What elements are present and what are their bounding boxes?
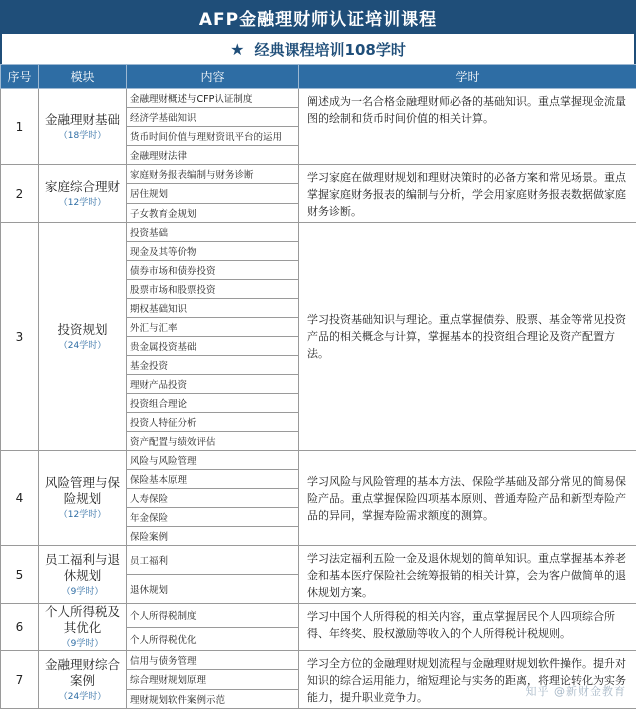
module-cell bbox=[39, 451, 127, 546]
table-row bbox=[1, 651, 636, 670]
hours-description: 学习全方位的金融理财规划流程与金融理财规划软件操作。提升对知识的综合运用能力，缩短理论与实务的距离，将理论转化为实务能力，提升职业竞争力。 bbox=[299, 651, 636, 709]
content-item: 人寿保险 bbox=[127, 489, 299, 508]
header-module: 模块 bbox=[39, 65, 127, 89]
header-hours: 学时 bbox=[299, 65, 636, 89]
table-row bbox=[1, 223, 636, 242]
module-cell bbox=[39, 165, 127, 223]
hours-description: 学习投资基础知识与理论。重点掌握债券、股票、基金等常见投资产品的相关概念与计算，掌握基本的投资组合理论及资产配置方法。 bbox=[299, 223, 636, 451]
content-item: 风险与风险管理 bbox=[127, 451, 299, 470]
module-hours: （9学时） bbox=[45, 638, 120, 650]
module-hours: （12学时） bbox=[45, 509, 120, 521]
content-item: 信用与债务管理 bbox=[127, 651, 299, 670]
content-item: 股票市场和股票投资 bbox=[127, 280, 299, 299]
content-item: 个人所得税制度 bbox=[127, 604, 299, 628]
header-content: 内容 bbox=[127, 65, 299, 89]
table-row bbox=[1, 604, 636, 628]
module-cell bbox=[39, 223, 127, 451]
content-item: 居住规划 bbox=[127, 184, 299, 203]
module-name: 个人所得税及其优化 bbox=[45, 604, 120, 635]
content-item: 贵金属投资基础 bbox=[127, 337, 299, 356]
hours-description: 学习风险与风险管理的基本方法、保险学基础及部分常见的简易保险产品。重点掌握保险四项基本原则、普通寿险产品和新型寿险产品的异同，掌握寿险需求额度的测算。 bbox=[299, 451, 636, 546]
content-item: 退休规划 bbox=[127, 575, 299, 604]
content-item: 现金及其等价物 bbox=[127, 242, 299, 261]
table-header-row bbox=[1, 65, 636, 89]
content-item: 债券市场和债券投资 bbox=[127, 261, 299, 280]
content-item: 综合理财规划原理 bbox=[127, 670, 299, 689]
content-item: 个人所得税优化 bbox=[127, 627, 299, 651]
module-name: 风险管理与保险规划 bbox=[45, 475, 120, 506]
module-cell bbox=[39, 89, 127, 165]
content-item: 基金投资 bbox=[127, 356, 299, 375]
watermark: 知乎 @新财金教育 bbox=[526, 683, 627, 699]
course-table bbox=[0, 64, 636, 709]
table-row bbox=[1, 89, 636, 108]
module-name: 金融理财基础 bbox=[45, 112, 120, 127]
hours-description: 阐述成为一名合格金融理财师必备的基础知识。重点掌握现金流量图的绘制和货币时间价值的相关计算。 bbox=[299, 89, 636, 165]
row-number: 3 bbox=[1, 223, 39, 451]
hours-description: 学习家庭在做理财规划和理财决策时的必备方案和常见场景。重点掌握家庭财务报表的编制与分析，学会用家庭财务报表数据做家庭财务诊断。 bbox=[299, 165, 636, 223]
content-item: 投资组合理论 bbox=[127, 394, 299, 413]
header-no: 序号 bbox=[1, 65, 39, 89]
content-item: 子女教育金规划 bbox=[127, 203, 299, 222]
content-item: 投资人特征分析 bbox=[127, 413, 299, 432]
module-hours: （24学时） bbox=[45, 691, 120, 703]
page-title: AFP金融理财师认证培训课程 bbox=[0, 0, 636, 34]
hours-description: 学习中国个人所得税的相关内容，重点掌握居民个人四项综合所得、年终奖、股权激励等收入的个人所得税计税规则。 bbox=[299, 604, 636, 651]
module-hours: （12学时） bbox=[45, 197, 120, 209]
module-hours: （24学时） bbox=[45, 340, 120, 352]
row-number: 6 bbox=[1, 604, 39, 651]
row-number: 7 bbox=[1, 651, 39, 709]
content-item: 金融理财概述与CFP认证制度 bbox=[127, 89, 299, 108]
content-item: 货币时间价值与理财资讯平台的运用 bbox=[127, 127, 299, 146]
module-cell bbox=[39, 604, 127, 651]
table-row bbox=[1, 546, 636, 575]
module-name: 员工福利与退休规划 bbox=[45, 552, 120, 583]
content-item: 资产配置与绩效评估 bbox=[127, 432, 299, 451]
module-cell bbox=[39, 546, 127, 604]
module-name: 投资规划 bbox=[57, 322, 107, 337]
content-item: 员工福利 bbox=[127, 546, 299, 575]
content-item: 理财产品投资 bbox=[127, 375, 299, 394]
table-row bbox=[1, 165, 636, 184]
content-item: 年金保险 bbox=[127, 508, 299, 527]
row-number: 1 bbox=[1, 89, 39, 165]
content-item: 家庭财务报表编制与财务诊断 bbox=[127, 165, 299, 184]
table-row bbox=[1, 451, 636, 470]
module-hours: （18学时） bbox=[45, 130, 120, 142]
table-body bbox=[1, 89, 636, 709]
star-icon: ★ bbox=[230, 40, 244, 59]
module-name: 家庭综合理财 bbox=[45, 179, 120, 194]
content-item: 外汇与汇率 bbox=[127, 318, 299, 337]
subtitle-bar bbox=[0, 34, 636, 64]
module-name: 金融理财综合案例 bbox=[45, 657, 120, 688]
content-item: 保险案例 bbox=[127, 527, 299, 546]
content-item: 期权基础知识 bbox=[127, 299, 299, 318]
content-item: 理财规划软件案例示范 bbox=[127, 689, 299, 708]
subtitle-text: 经典课程培训108学时 bbox=[255, 39, 406, 60]
content-item: 保险基本原理 bbox=[127, 470, 299, 489]
hours-description: 学习法定福利五险一金及退休规划的简单知识。重点掌握基本养老金和基本医疗保险社会统筹报销的相关计算，会为客户做简单的退休规划方案。 bbox=[299, 546, 636, 604]
content-item: 投资基础 bbox=[127, 223, 299, 242]
row-number: 2 bbox=[1, 165, 39, 223]
module-hours: （9学时） bbox=[45, 586, 120, 598]
content-item: 经济学基础知识 bbox=[127, 108, 299, 127]
module-cell bbox=[39, 651, 127, 709]
content-item: 金融理财法律 bbox=[127, 146, 299, 165]
row-number: 4 bbox=[1, 451, 39, 546]
row-number: 5 bbox=[1, 546, 39, 604]
